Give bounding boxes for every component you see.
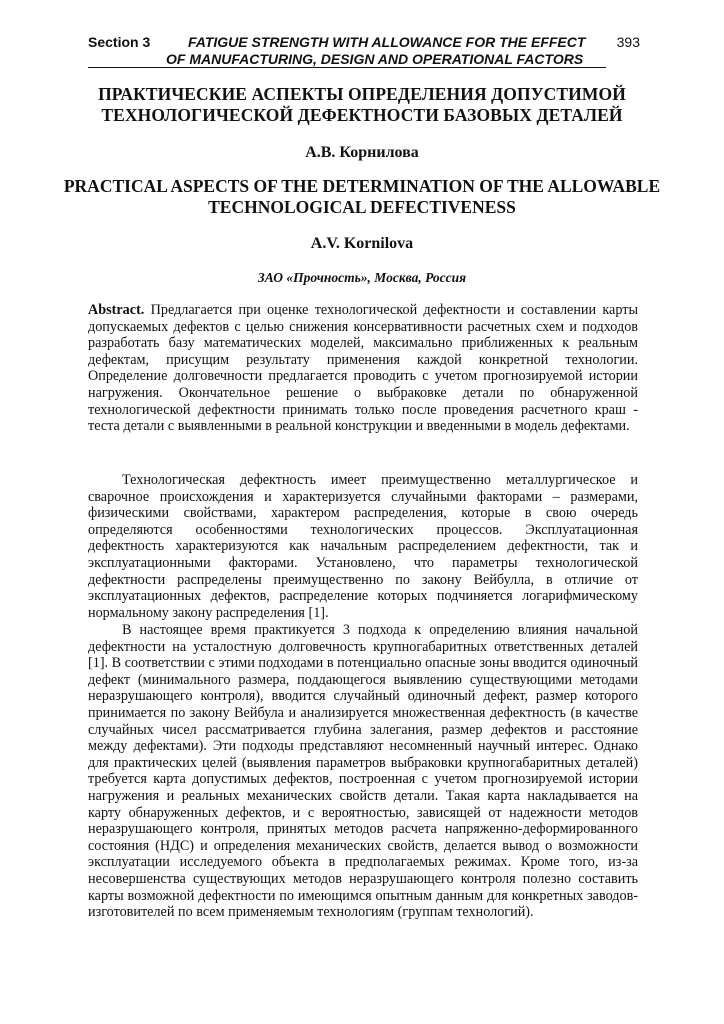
page-number: 393 <box>616 34 640 50</box>
abstract-text: Предлагается при оценке технологической дефектности и составлении карты допускаемых дефектов с целью снижения консервативности расчетных схем и подходов разработать базу математических моделей, максимально приближенных к реальным дефектам, присущим результату применения каждой конкретной технологии. Определение долговечности предлагается проводить с учетом прогнозируемой истории нагружения. Окончательное решение о выбраковке детали по обнаруженной технологической дефектности принимать только после проведения расчетного краш - теста детали с выявленными в реальной конструкции и введенными в модель дефектами. <box>88 302 638 435</box>
body-paragraph-1: Технологическая дефектность имеет преимущественно металлургическое и сварочное происхождения и характеризуется случайными факторами – размерами, физическими свойствами, характером распределения, которые в свою очередь определяются особенностями технологических процессов. Эксплуатационная дефектность характеризуются как начальным распределением дефектности, так и эксплуатационными факторами. Установлено, что параметры технологической дефектности распределены преимущественно по закону Вейбулла, в отличие от эксплуатационных дефектов, распределение которых подчиняется логарифмическому нормальному закону распределения [1]. <box>88 472 638 621</box>
author-russian: А.В. Корнилова <box>305 144 419 161</box>
abstract-paragraph <box>88 302 638 435</box>
body-paragraph-2: В настоящее время практикуется 3 подхода к определению влияния начальной дефектности на усталостную долговечность крупногабаритных ответственных деталей [1]. В соответствии с этими подходами в потенциально опасные зоны вводится одиночный дефект (минимального размера, поддающегося выявлению существующими методами неразрушающего контроля), вводится случайный одиночный дефект, размер которого принимается по закону Вейбула и анализируется множественная дефектность (в качестве случайных чисел рассматривается глубина залегания, размер дефектов и расстояние между дефектами). Эти подходы представляют несомненный научный интерес. Однако для практических целей (выявления параметров выбраковки крупногабаритных деталей) требуется карта допустимых дефектов, построенная с учетом прогнозируемой истории нагружения и реальных механических свойств детали. Такая карта накладывается на карту обнаруженных дефектов, и с вероятностью, зависящей от надежности методов неразрушающего контроля, принятых методов расчета напряженно-деформированного состояния (НДС) и определения механических свойств, делается вывод о возможности эксплуатации исследуемого объекта в предполагаемых режимах. Кроме того, из-за несовершенства существующих методов неразрушающего контроля полезно составить карты возможной дефектности по имеющимся опытным данным для конкретных заводов-изготовителей по всем применяемым технологиям (группам технологий). <box>88 622 638 921</box>
header-rule <box>88 67 606 68</box>
author-english: A.V. Kornilova <box>310 235 414 252</box>
header-title-line-2: OF MANUFACTURING, DESIGN AND OPERATIONAL FACTORS <box>166 51 584 67</box>
running-header <box>88 34 640 70</box>
title-english: PRACTICAL ASPECTS OF THE DETERMINATION OF THE ALLOWABLE TECHNOLOGICAL DEFECTIVENESS <box>63 176 661 217</box>
abstract-label: Abstract. <box>88 302 145 318</box>
title-russian: ПРАКТИЧЕСКИЕ АСПЕКТЫ ОПРЕДЕЛЕНИЯ ДОПУСТИМОЙ ТЕХНОЛОГИЧЕСКОЙ ДЕФЕКТНОСТИ БАЗОВЫХ ДЕТАЛЕЙ <box>98 84 626 125</box>
header-section-label: Section 3 <box>88 34 151 50</box>
header-title-line-1: FATIGUE STRENGTH WITH ALLOWANCE FOR THE EFFECT <box>188 34 586 50</box>
affiliation: ЗАО «Прочность», Москва, Россия <box>257 270 467 285</box>
